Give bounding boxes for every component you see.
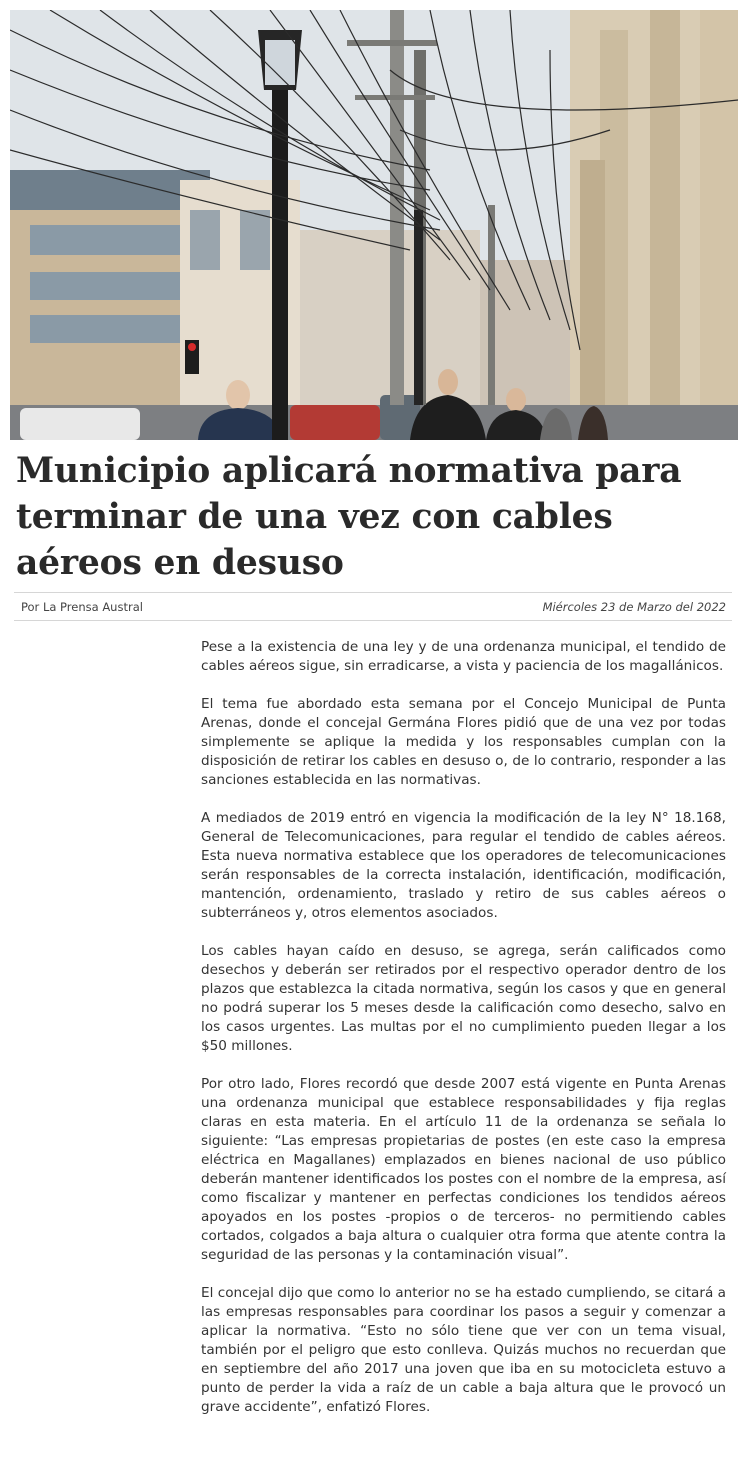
- hero-photo: [10, 10, 738, 440]
- article-body: [201, 638, 726, 1436]
- article-paragraph: A mediados de 2019 entró en vigencia la modificación de la ley N° 18.168, General de Telecomunicaciones, para regular el tendido de cables aéreos. Esta nueva normativa establece que los operadores de telecomunicaciones serán responsables de la correcta instalación, identificación, modificación, mantención, ordenamiento, traslado y retiro de sus cables aéreos o subterráneos y, otros elementos asociados.: [201, 810, 726, 921]
- article-paragraph: El concejal dijo que como lo anterior no se ha estado cumpliendo, se citará a las empresas responsables para coordinar los pasos a seguir y comenzar a aplicar la normativa. “Esto no sólo tiene que ver con un tema visual, también por el peligro que esto conlleva. Quizás muchos no recuerdan que en septiembre del año 2017 una joven que iba en su motocicleta estuvo a punto de perder la vida a raíz de un cable a baja altura que le provocó un grave accidente”, enfatizó Flores.: [201, 1285, 726, 1415]
- article-author: Por La Prensa Austral: [21, 600, 143, 614]
- article-paragraph: El tema fue abordado esta semana por el Concejo Municipal de Punta Arenas, donde el concejal Germána Flores pidió que de una vez por todas simplemente se aplique la medida y los responsables cumplan con la disposición de retirar los cables en desuso o, de lo contrario, responder a las sanciones establecida en las normativas.: [201, 696, 726, 788]
- article-paragraph: Los cables hayan caído en desuso, se agrega, serán calificados como desechos y deberán ser retirados por el respectivo operador dentro de los plazos que establezca la citada normativa, según los casos y que en general no podrá superar los 5 meses desde la calificación como desecho, salvo en los casos urgentes. Las multas por el no cumplimiento pueden llegar a los $50 millones.: [201, 943, 726, 1054]
- street-photo-illustration: [10, 10, 738, 440]
- article-meta: [14, 592, 732, 621]
- article-date: Miércoles 23 de Marzo del 2022: [542, 600, 726, 614]
- article-paragraph: Por otro lado, Flores recordó que desde 2007 está vigente en Punta Arenas una ordenanza municipal que establece responsabilidades y fija reglas claras en esta materia. En el artículo 11 de la ordenanza se señala lo siguiente: “Las empresas propietarias de postes (en este caso la empresa eléctrica en Magallanes) emplazados en bienes nacional de uso público deberán mantener identificados los postes con el nombre de la empresa, así como fiscalizar y mantener en perfectas condiciones los tendidos aéreos apoyados en los postes -propios o de terceros- no permitiendo cables cortados, colgados a baja altura o cualquier otra forma que atente contra la seguridad de las personas y la contaminación visual”.: [201, 1076, 726, 1263]
- article-paragraph: Pese a la existencia de una ley y de una ordenanza municipal, el tendido de cables aéreos sigue, sin erradicarse, a vista y paciencia de los magallánicos.: [201, 639, 726, 674]
- article-title: Municipio aplicará normativa para terminar de una vez con cables aéreos en desuso: [16, 451, 682, 583]
